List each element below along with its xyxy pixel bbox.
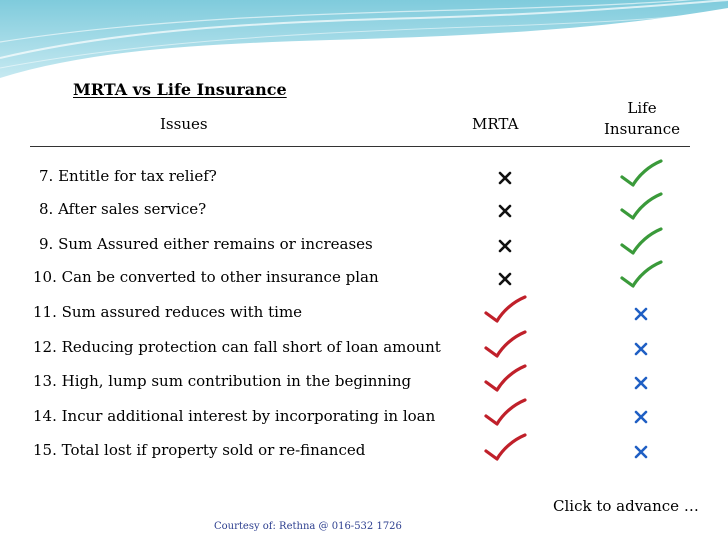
check-mark-icon	[483, 433, 527, 467]
column-header-mrta: MRTA	[472, 115, 519, 133]
column-header-issues: Issues	[160, 115, 208, 133]
check-mark-icon	[619, 227, 663, 261]
row-label: 7. Entitle for tax relief?	[39, 167, 217, 185]
row-label: 11. Sum assured reduces with time	[33, 303, 303, 321]
row-label: 9. Sum Assured either remains or increases	[39, 235, 373, 253]
row-label: 10. Can be converted to other insurance plan	[33, 268, 379, 286]
check-mark-icon	[483, 364, 527, 398]
cross-mark-icon	[634, 444, 648, 463]
row-label: 15. Total lost if property sold or re-financed	[33, 441, 366, 459]
cross-mark-icon	[634, 306, 648, 325]
cross-mark-icon	[498, 170, 512, 189]
cross-mark-icon	[498, 203, 512, 222]
row-label: 8. After sales service?	[39, 200, 207, 218]
cross-mark-icon	[498, 271, 512, 290]
row-label: 14. Incur additional interest by incorporating in loan	[33, 407, 436, 425]
header-divider	[30, 146, 690, 147]
row-label: 13. High, lump sum contribution in the beginning	[33, 372, 412, 390]
row-label: 12. Reducing protection can fall short of loan amount	[33, 338, 441, 356]
decorative-wave-banner	[0, 0, 728, 78]
courtesy-credit: Courtesy of: Rethna @ 016-532 1726	[214, 521, 402, 532]
check-mark-icon	[619, 260, 663, 294]
check-mark-icon	[483, 398, 527, 432]
slide-title: MRTA vs Life Insurance	[73, 80, 287, 99]
check-mark-icon	[619, 159, 663, 193]
click-to-advance-text[interactable]: Click to advance …	[553, 497, 699, 515]
cross-mark-icon	[634, 409, 648, 428]
check-mark-icon	[483, 295, 527, 329]
cross-mark-icon	[634, 341, 648, 360]
cross-mark-icon	[498, 238, 512, 257]
check-mark-icon	[483, 330, 527, 364]
cross-mark-icon	[634, 375, 648, 394]
column-header-life-insurance: Life Insurance	[604, 99, 680, 138]
check-mark-icon	[619, 192, 663, 226]
